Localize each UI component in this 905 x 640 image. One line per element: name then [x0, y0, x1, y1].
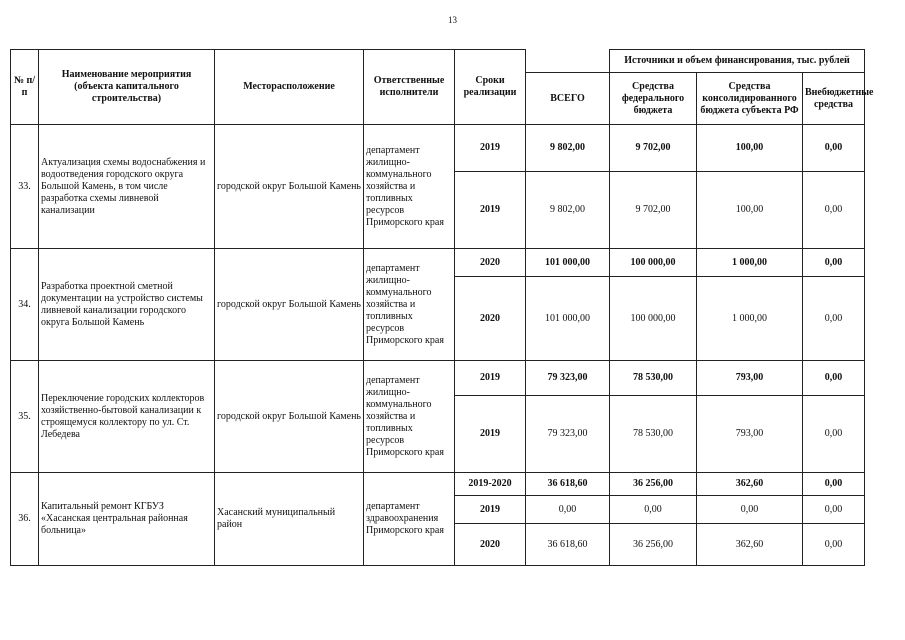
row-consolidated: 793,00: [697, 396, 803, 473]
row-total: 36 618,60: [526, 473, 610, 496]
row-num: 36.: [11, 473, 39, 566]
header-funding-group: Источники и объем финансирования, тыс. рублей: [610, 50, 865, 73]
row-name: Капитальный ремонт КГБУЗ «Хасанская центральная районная больница»: [39, 473, 215, 566]
row-consolidated: 362,60: [697, 524, 803, 566]
row-executor: департамент жилищно-коммунального хозяйства и топливных ресурсов Приморского края: [364, 361, 455, 473]
row-executor: департамент жилищно-коммунального хозяйства и топливных ресурсов Приморского края: [364, 249, 455, 361]
header-location: Месторасположение: [215, 50, 364, 125]
row-total: 79 323,00: [526, 396, 610, 473]
row-year: 2019-2020: [455, 473, 526, 496]
row-extra: 0,00: [803, 172, 865, 249]
row-location: Хасанский муниципальный район: [215, 473, 364, 566]
row-federal: 9 702,00: [610, 172, 697, 249]
header-federal: Средства федерального бюджета: [610, 73, 697, 125]
row-year: 2019: [455, 361, 526, 396]
row-federal: 9 702,00: [610, 125, 697, 172]
row-federal: 100 000,00: [610, 277, 697, 361]
row-location: городской округ Большой Камень: [215, 361, 364, 473]
row-extra: 0,00: [803, 277, 865, 361]
row-year: 2019: [455, 172, 526, 249]
row-total: 101 000,00: [526, 249, 610, 277]
header-num: № п/п: [11, 50, 39, 125]
row-extra: 0,00: [803, 496, 865, 524]
row-extra: 0,00: [803, 249, 865, 277]
row-total: 101 000,00: [526, 277, 610, 361]
row-total: 79 323,00: [526, 361, 610, 396]
row-extra: 0,00: [803, 125, 865, 172]
row-consolidated: 100,00: [697, 125, 803, 172]
header-name: Наименование мероприятия (объекта капитального строительства): [39, 50, 215, 125]
row-year: 2020: [455, 277, 526, 361]
page-number: 13: [448, 15, 457, 25]
header-consolidated: Средства консолидированного бюджета субъекта РФ: [697, 73, 803, 125]
row-extra: 0,00: [803, 473, 865, 496]
row-year: 2019: [455, 125, 526, 172]
header-terms: Сроки реализации: [455, 50, 526, 125]
financing-table: [10, 49, 874, 566]
row-federal: 78 530,00: [610, 361, 697, 396]
row-executor: департамент здравоохранения Приморского края: [364, 473, 455, 566]
header-extrabudget: Внебюджетные средства: [803, 73, 865, 125]
header-total: ВСЕГО: [526, 73, 610, 125]
row-consolidated: 1 000,00: [697, 249, 803, 277]
header-executors: Ответственные исполнители: [364, 50, 455, 125]
row-extra: 0,00: [803, 361, 865, 396]
row-consolidated: 793,00: [697, 361, 803, 396]
row-consolidated: 100,00: [697, 172, 803, 249]
row-location: городской округ Большой Камень: [215, 125, 364, 249]
row-total: 9 802,00: [526, 125, 610, 172]
row-total: 9 802,00: [526, 172, 610, 249]
row-total: 0,00: [526, 496, 610, 524]
row-num: 33.: [11, 125, 39, 249]
row-extra: 0,00: [803, 396, 865, 473]
row-extra: 0,00: [803, 524, 865, 566]
row-year: 2019: [455, 496, 526, 524]
row-executor: департамент жилищно-коммунального хозяйства и топливных ресурсов Приморского края: [364, 125, 455, 249]
row-federal: 0,00: [610, 496, 697, 524]
row-federal: 36 256,00: [610, 524, 697, 566]
row-year: 2019: [455, 396, 526, 473]
row-name: Актуализация схемы водоснабжения и водоотведения городского округа Большой Камень, в том числе разработка схемы ливневой канализации: [39, 125, 215, 249]
row-federal: 100 000,00: [610, 249, 697, 277]
row-consolidated: 0,00: [697, 496, 803, 524]
row-num: 34.: [11, 249, 39, 361]
row-federal: 36 256,00: [610, 473, 697, 496]
row-federal: 78 530,00: [610, 396, 697, 473]
row-year: 2020: [455, 524, 526, 566]
row-total: 36 618,60: [526, 524, 610, 566]
row-consolidated: 1 000,00: [697, 277, 803, 361]
row-num: 35.: [11, 361, 39, 473]
row-name: Переключение городских коллекторов хозяйственно-бытовой канализации к строящемуся коллектору по ул. Ст. Лебедева: [39, 361, 215, 473]
row-year: 2020: [455, 249, 526, 277]
row-name: Разработка проектной сметной документации на устройство системы ливневой канализации городского округа Большой Камень: [39, 249, 215, 361]
row-consolidated: 362,60: [697, 473, 803, 496]
row-location: городской округ Большой Камень: [215, 249, 364, 361]
